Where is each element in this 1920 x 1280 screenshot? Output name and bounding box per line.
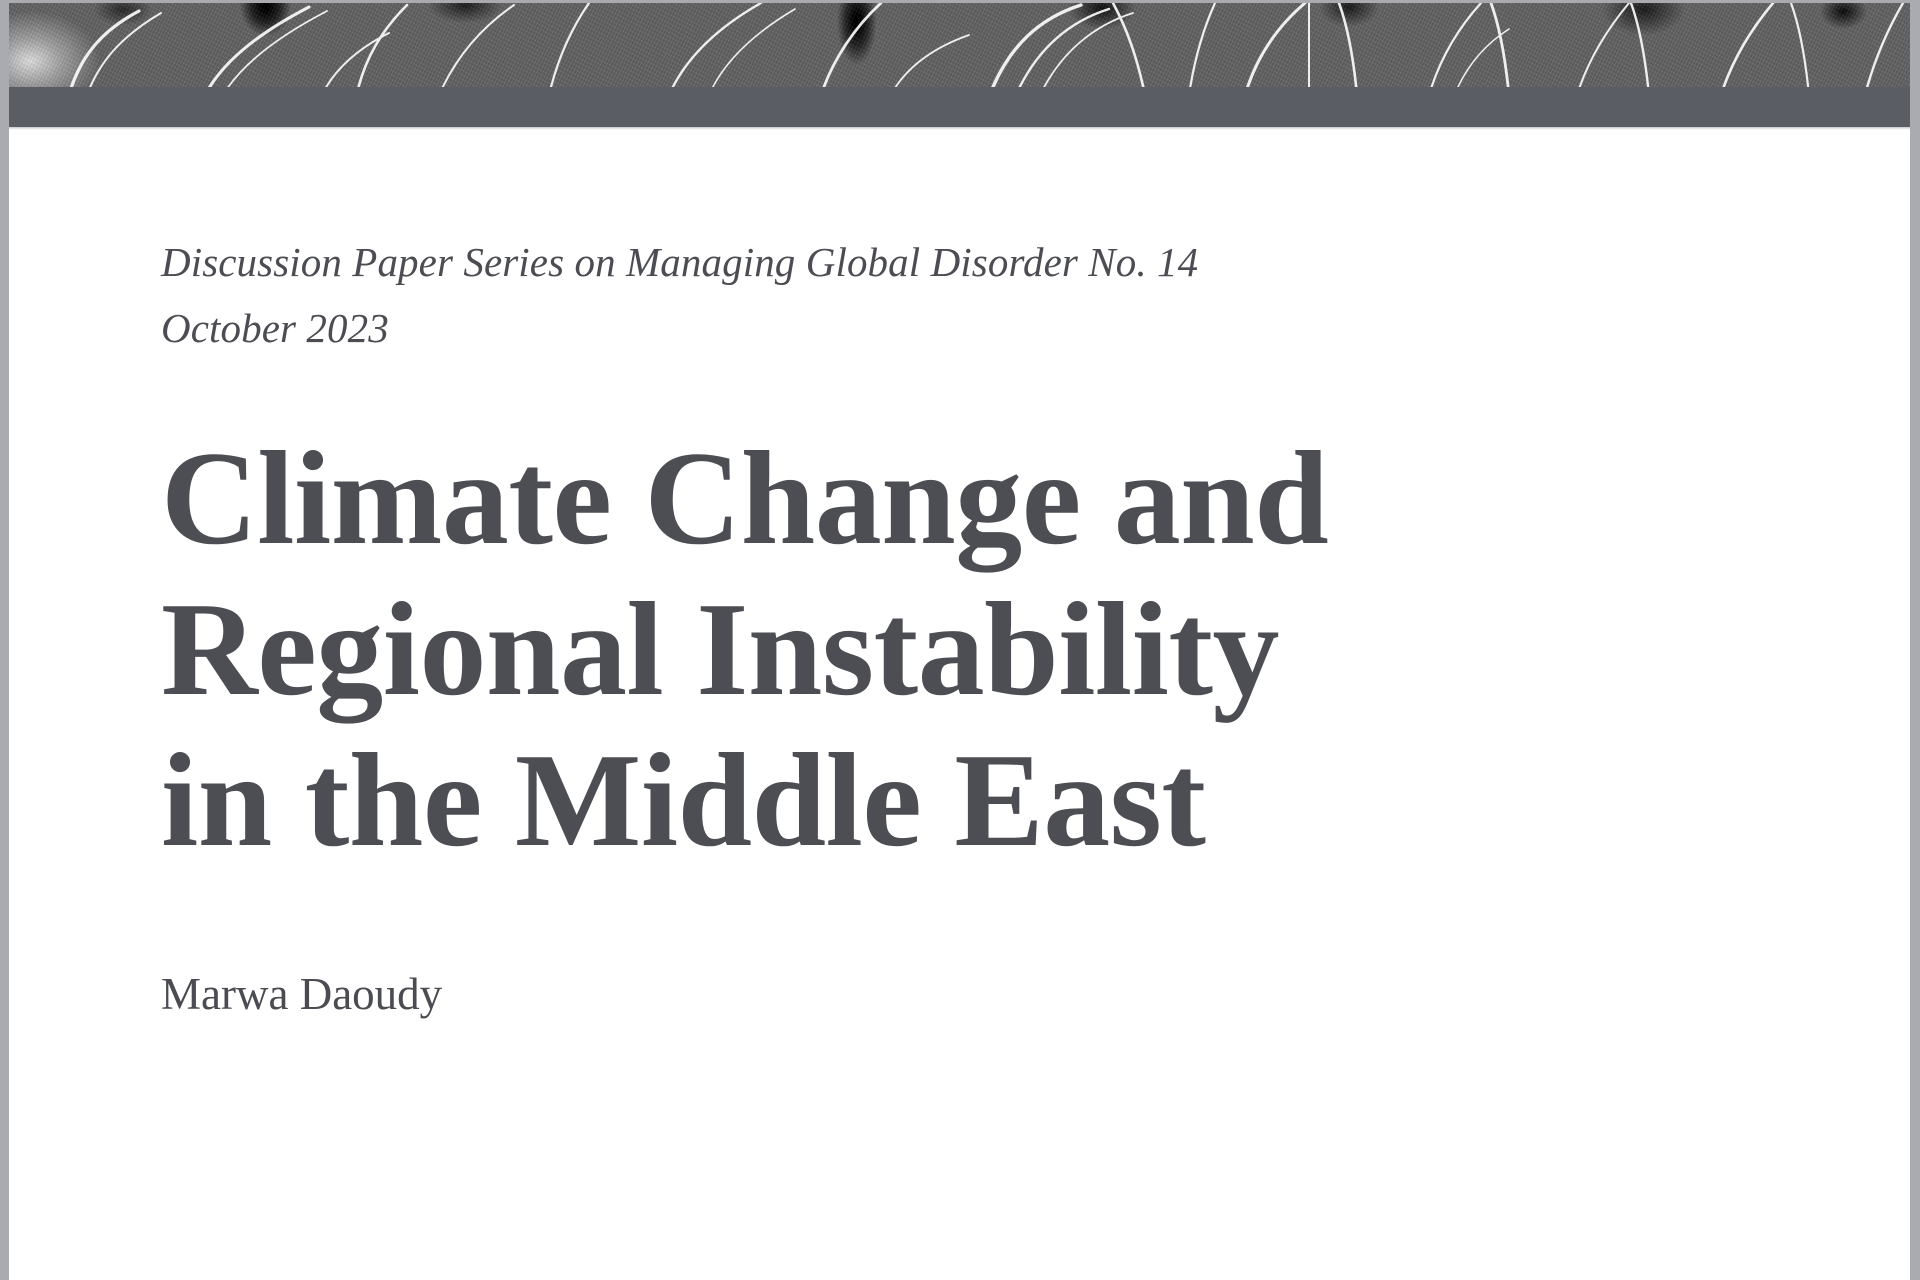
title-line-1: Climate Change and [161, 424, 1329, 572]
cover-text-block [161, 127, 1910, 1022]
grass-blades-overlay [9, 3, 1910, 87]
cover-gray-band [9, 87, 1910, 127]
page-title [161, 423, 1910, 876]
publication-date: October 2023 [161, 305, 389, 351]
title-line-3: in the Middle East [161, 726, 1206, 874]
cover-banner-photo [9, 3, 1910, 87]
author-name: Marwa Daoudy [161, 968, 443, 1019]
banner-image [9, 3, 1910, 87]
series-title: Discussion Paper Series on Managing Global Disorder No. 14 [161, 239, 1199, 285]
title-line-2: Regional Instability [161, 575, 1280, 723]
